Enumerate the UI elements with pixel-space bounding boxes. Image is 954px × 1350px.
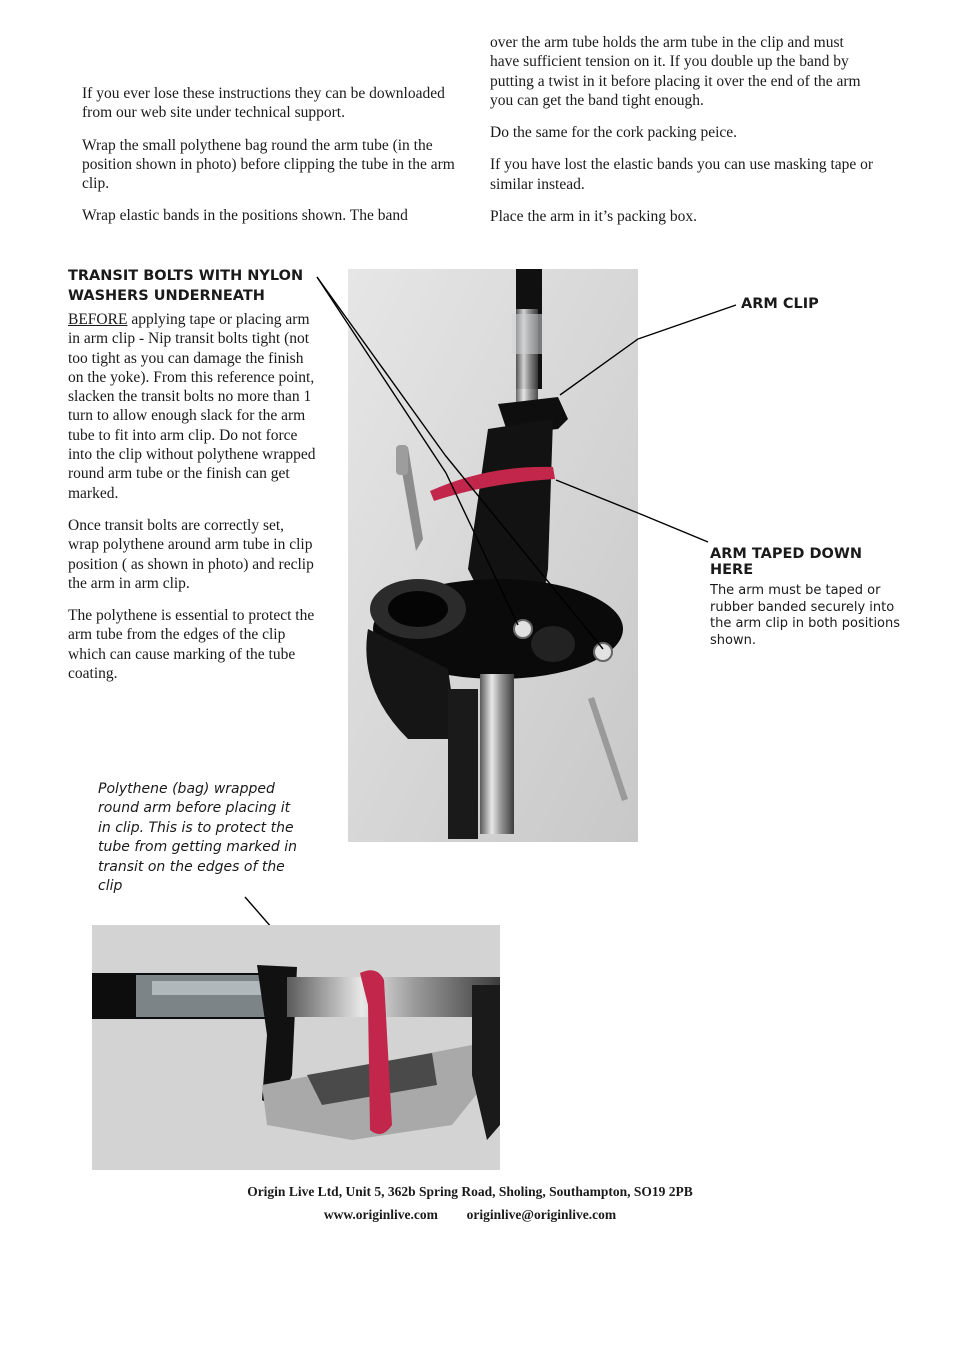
intro-paragraph: over the arm tube holds the arm tube in the clip and must have sufficient tension on it. If you double up the band by putting a twist in it before placing it over the end of the arm you can get the band tight enough. [490,34,861,109]
arm-clip-label: ARM CLIP [741,296,819,312]
intro-column-right [490,33,874,239]
heading-line: TRANSIT BOLTS WITH NYLON [68,268,304,284]
intro-paragraph: If you have lost the elastic bands you can use masking tape or similar instead. [490,156,874,193]
transit-bolts-heading [68,266,316,306]
polythene-caption: Polythene (bag) wrapped round arm before placing it in clip. This is to protect the tube from getting marked in transit on the edges of the clip [98,781,298,895]
intro-column-left [82,84,470,239]
polythene-illustration [92,925,500,1170]
arm-taped-callout [710,546,910,649]
arm-taped-title: ARM TAPED DOWN HERE [710,546,862,578]
transit-bolts-section [68,266,316,696]
footer-website-link[interactable]: www.originlive.com [323,1207,438,1222]
before-emphasis: BEFORE [68,311,128,328]
arm-taped-body: The arm must be taped or rubber banded securely into the arm clip in both positions shown. [710,583,901,648]
arm-clip-photo [348,269,638,842]
transit-paragraph: Once transit bolts are correctly set, wrap polythene around arm tube in clip position ( as shown in photo) and reclip the arm in arm clip. [68,516,314,592]
transit-bolts-body [68,310,316,683]
intro-paragraph: Place the arm in it’s packing box. [490,208,698,226]
footer-contacts [0,1207,940,1223]
footer-email-link[interactable]: originlive@originlive.com [466,1207,617,1222]
transit-paragraph: The polythene is essential to protect the arm tube from the edges of the clip which can cause marking of the tube coating. [68,607,315,683]
intro-paragraph: Do the same for the cork packing peice. [490,124,738,142]
intro-paragraph: If you ever lose these instructions they can be downloaded from our web site under technical support. [82,85,445,122]
transit-paragraph [68,310,316,503]
heading-line: WASHERS UNDERNEATH [68,288,265,304]
polythene-photo [92,925,500,1170]
arm-clip-illustration [348,269,638,842]
intro-paragraph: Wrap elastic bands in the positions shown. The band [82,207,408,225]
intro-paragraph: Wrap the small polythene bag round the arm tube (in the position shown in photo) before clipping the tube in the arm clip. [82,136,455,193]
footer-address: Origin Live Ltd, Unit 5, 362b Spring Road, Sholing, Southampton, SO19 2PB [247,1184,693,1199]
transit-paragraph-text: applying tape or placing arm in arm clip - Nip transit bolts tight (not too tight as you can damage the finish on the yoke). From this reference point, slacken the transit bolts no more than 1 turn to allow enough slack for the arm tube to fit into arm clip. Do not force into the clip without polythene wrapped round arm tube or the finish can get marked. [68,311,316,502]
